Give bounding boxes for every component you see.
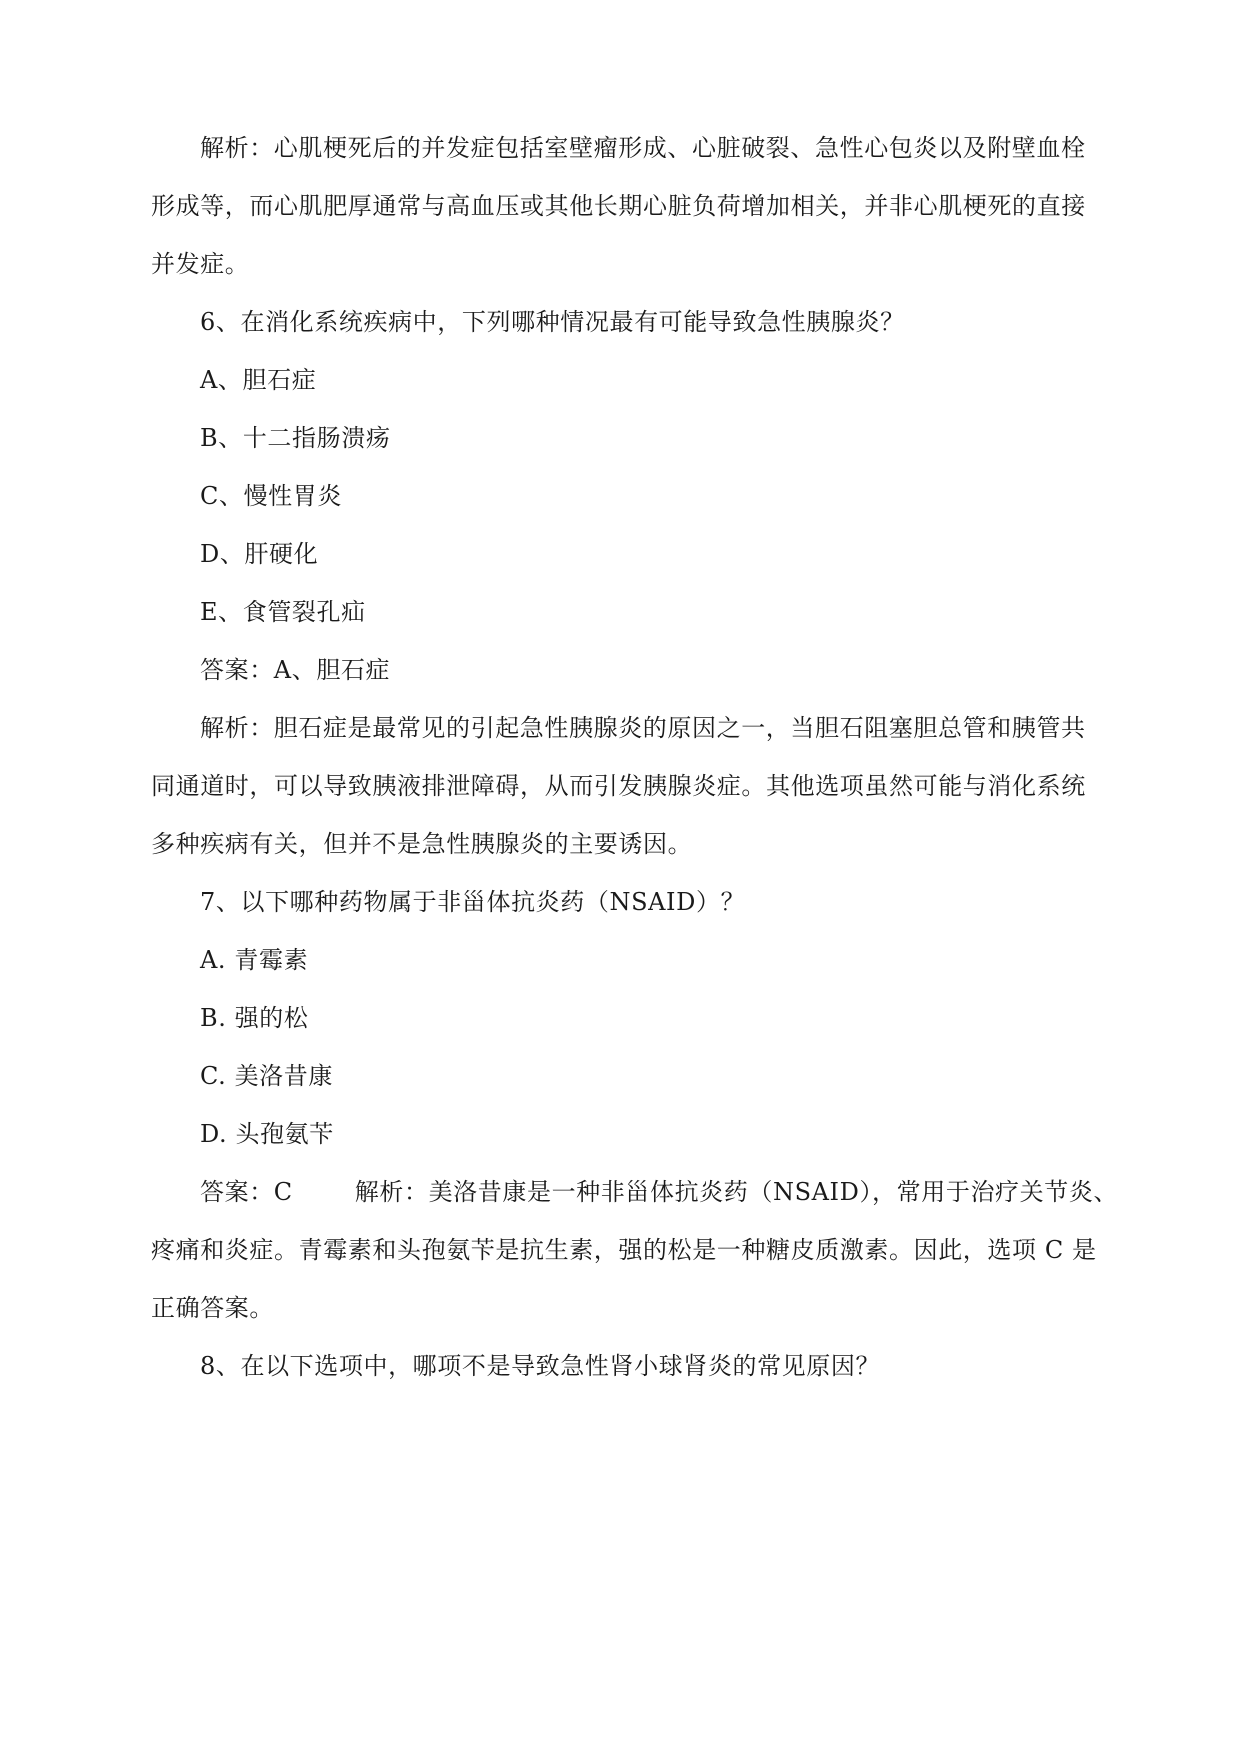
q7-option-a: A. 青霉素	[200, 946, 309, 974]
q6-answer: 答案：A、胆石症	[200, 656, 391, 684]
q6-option-d: D、肝硬化	[200, 540, 319, 568]
q6-option-b: B、十二指肠溃疡	[200, 424, 391, 452]
q7-option-b: B. 强的松	[200, 1004, 309, 1032]
q6-option-c: C、慢性胃炎	[200, 482, 342, 510]
q7-analysis-line-2: 疼痛和炎症。青霉素和头孢氨苄是抗生素，强的松是一种糖皮质激素。因此，选项 C 是	[151, 1236, 1097, 1264]
q7-option-c: C. 美洛昔康	[200, 1062, 333, 1090]
analysis-5-line-2: 形成等，而心肌肥厚通常与高血压或其他长期心脏负荷增加相关，并非心肌梗死的直接	[151, 192, 1086, 220]
q7-analysis-line-1: 解析：美洛昔康是一种非甾体抗炎药（NSAID），常用于治疗关节炎、	[354, 1178, 1119, 1206]
q7-answer: 答案：C	[200, 1178, 293, 1206]
q6-analysis-line-1: 解析：胆石症是最常见的引起急性胰腺炎的原因之一，当胆石阻塞胆总管和胰管共	[200, 714, 1086, 742]
q6-analysis-line-2: 同通道时，可以导致胰液排泄障碍，从而引发胰腺炎症。其他选项虽然可能与消化系统	[151, 772, 1086, 800]
analysis-5-line-1: 解析：心肌梗死后的并发症包括室壁瘤形成、心脏破裂、急性心包炎以及附壁血栓	[200, 134, 1086, 162]
question-8: 8、在以下选项中，哪项不是导致急性肾小球肾炎的常见原因？	[200, 1352, 881, 1380]
q7-analysis-line-3: 正确答案。	[151, 1294, 274, 1322]
q6-option-a: A、胆石症	[200, 366, 317, 394]
question-6: 6、在消化系统疾病中，下列哪种情况最有可能导致急性胰腺炎？	[200, 308, 905, 336]
analysis-5-line-3: 并发症。	[151, 250, 250, 278]
q7-answer-analysis-line	[0, 1175, 1241, 1209]
q6-analysis-line-3: 多种疾病有关，但并不是急性胰腺炎的主要诱因。	[151, 830, 693, 858]
question-7: 7、以下哪种药物属于非甾体抗炎药（NSAID）？	[200, 888, 746, 916]
q6-option-e: E、食管裂孔疝	[200, 598, 366, 626]
q7-option-d: D. 头孢氨苄	[200, 1120, 334, 1148]
